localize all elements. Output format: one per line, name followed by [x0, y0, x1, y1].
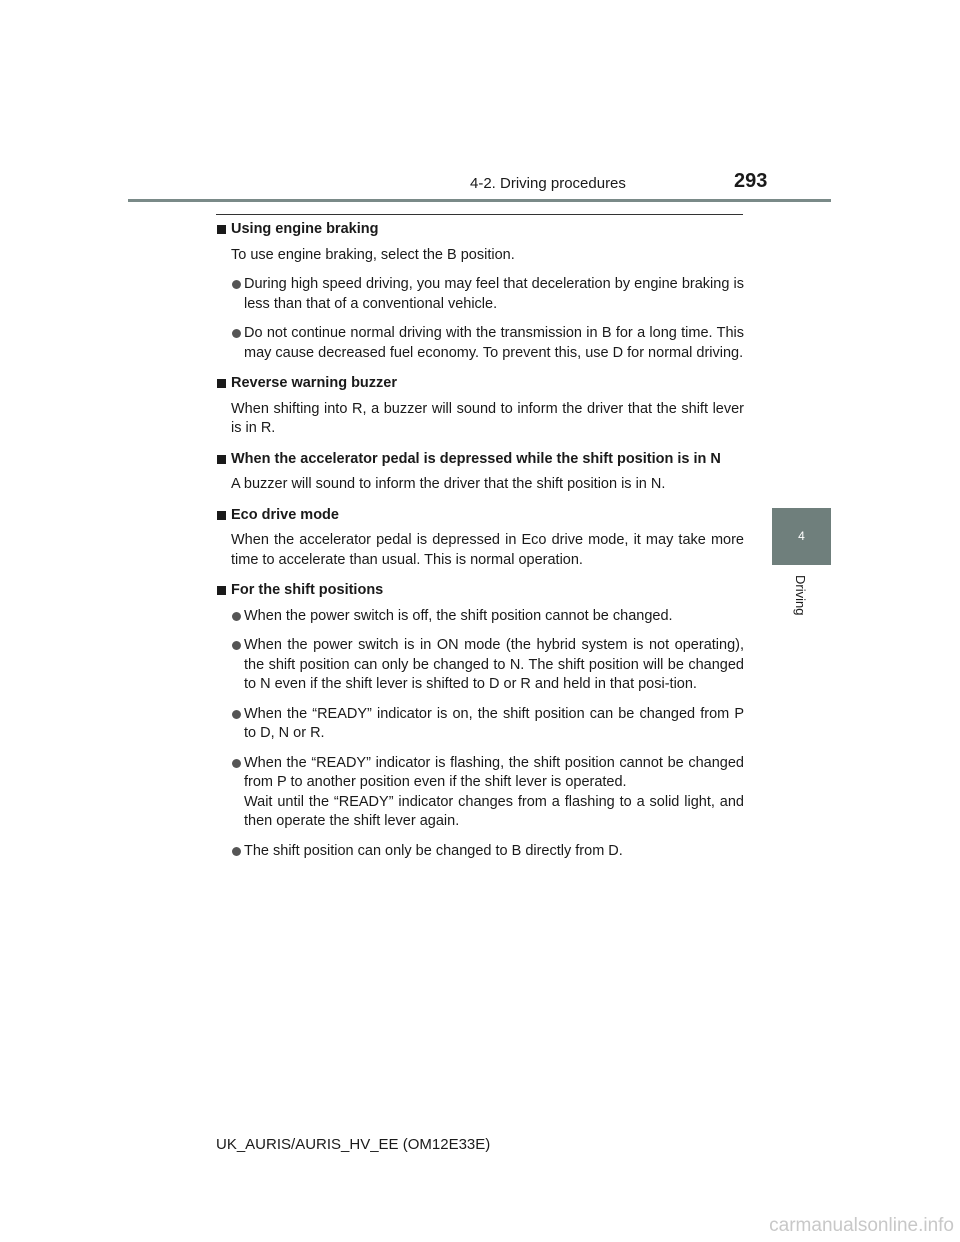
header-section-title: 4-2. Driving procedures: [470, 175, 626, 192]
square-bullet-icon: [217, 586, 226, 595]
round-bullet-icon: [232, 641, 241, 650]
square-bullet-icon: [217, 379, 226, 388]
bullet-item: [216, 705, 744, 744]
bullet-item: [216, 842, 744, 862]
page-number: 293: [734, 170, 768, 192]
header-rule: [128, 199, 831, 202]
bullet-item: [216, 754, 744, 832]
section-accelerator-in-n: [216, 450, 744, 495]
section-paragraph: When shifting into R, a buzzer will sound to inform the driver that the shift lever is in R.: [231, 400, 744, 436]
section-heading: [216, 374, 744, 394]
section-reverse-buzzer: [216, 374, 744, 439]
bullet-item: [216, 275, 744, 314]
footer-manual-code: UK_AURIS/AURIS_HV_EE (OM12E33E): [216, 1136, 491, 1153]
square-bullet-icon: [217, 511, 226, 520]
section-paragraph: A buzzer will sound to inform the driver that the shift position is in N.: [231, 476, 666, 492]
round-bullet-icon: [232, 280, 241, 289]
square-bullet-icon: [217, 455, 226, 464]
section-eco-drive: [216, 506, 744, 571]
page-content: [216, 220, 744, 872]
section-paragraph: When the accelerator pedal is depressed in Eco drive mode, it may take more time to accelerate than usual. This is normal operation.: [231, 532, 744, 568]
chapter-label: Driving: [793, 575, 808, 616]
section-heading: [216, 581, 744, 601]
chapter-tab: 4: [772, 508, 831, 565]
bullet-text-continued: Wait until the “READY” indicator changes from a flashing to a solid light, and then operate the shift lever again.: [244, 793, 744, 829]
section-heading-text: Eco drive mode: [231, 506, 339, 523]
round-bullet-icon: [232, 710, 241, 719]
bullet-text: When the power switch is off, the shift position cannot be changed.: [244, 607, 673, 624]
round-bullet-icon: [232, 847, 241, 856]
bullet-text: When the power switch is in ON mode (the hybrid system is not operating), the shift position can only be changed to N. The shift position will be changed to N even if the shift lever is shifted to D or R and held in that posi-tion.: [244, 637, 744, 692]
bullet-text: During high speed driving, you may feel that deceleration by engine braking is less than that of a conventional vehicle.: [244, 276, 744, 312]
section-heading-text: When the accelerator pedal is depressed while the shift position is in N: [231, 450, 721, 467]
section-heading: [216, 450, 744, 470]
bullet-text: Do not continue normal driving with the transmission in B for a long time. This may cause decreased fuel economy. To prevent this, use D for normal driving.: [244, 325, 744, 361]
bullet-item: [216, 636, 744, 695]
section-heading-text: Reverse warning buzzer: [231, 375, 397, 391]
bullet-text: The shift position can only be changed to B directly from D.: [244, 842, 623, 859]
square-bullet-icon: [217, 225, 226, 234]
bullet-text: When the “READY” indicator is on, the shift position can be changed from P to D, N or R.: [244, 705, 744, 741]
section-heading-text: For the shift positions: [231, 582, 384, 598]
section-paragraph: To use engine braking, select the B position.: [231, 246, 515, 263]
round-bullet-icon: [232, 759, 241, 768]
bullet-text: When the “READY” indicator is flashing, the shift position cannot be changed from P to another position even if the shift lever is operated.: [244, 754, 744, 790]
section-heading-text: Using engine braking: [231, 221, 379, 237]
section-engine-braking: [216, 220, 744, 363]
bullet-item: [216, 324, 744, 363]
round-bullet-icon: [232, 612, 241, 621]
section-heading: [216, 506, 744, 526]
content-top-rule: [216, 214, 743, 215]
bullet-item: [216, 607, 744, 627]
section-heading: [216, 220, 744, 240]
watermark: carmanualsonline.info: [769, 1215, 954, 1236]
section-shift-positions: [216, 581, 744, 861]
round-bullet-icon: [232, 329, 241, 338]
